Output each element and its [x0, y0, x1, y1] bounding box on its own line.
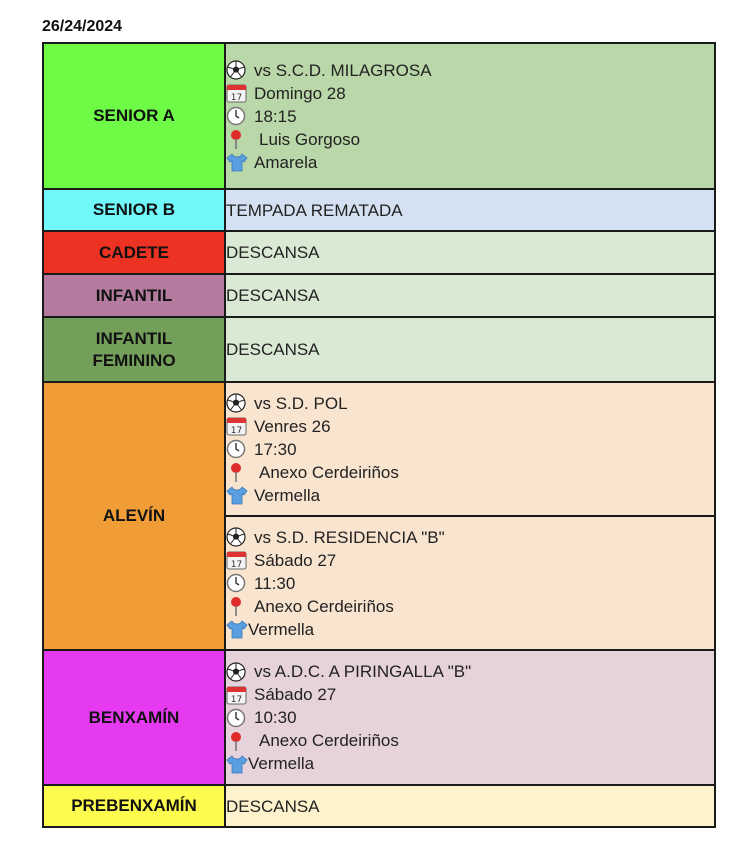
match-time: 10:30	[254, 708, 297, 727]
match-venue: Luis Gorgoso	[259, 129, 361, 149]
team-benxamin	[43, 650, 225, 785]
opponent: vs S.C.D. MILAGROSA	[254, 60, 432, 80]
clock-icon	[226, 106, 248, 126]
team-label-line2: FEMININO	[92, 350, 176, 370]
status-cell	[225, 317, 715, 382]
shirt-icon	[226, 754, 248, 774]
team-senior-a	[43, 43, 225, 189]
svg-text:17: 17	[230, 694, 243, 705]
opponent: vs S.D. RESIDENCIA "B"	[254, 527, 445, 547]
team-alevin	[43, 382, 225, 650]
match-time: 17:30	[254, 439, 297, 459]
match-kit: Vermella	[248, 619, 315, 639]
calendar-icon	[226, 416, 248, 436]
match-time: 11:30	[254, 573, 296, 593]
opponent: vs S.D. POL	[254, 393, 348, 413]
shirt-icon	[226, 485, 248, 505]
status-text: DESCANSA	[226, 796, 320, 816]
team-infantil-feminino	[43, 317, 225, 382]
svg-text:17: 17	[230, 426, 243, 436]
team-infantil	[43, 274, 225, 317]
match-details	[226, 392, 714, 507]
match-day: Sábado 27	[254, 550, 337, 570]
team-label: SENIOR A	[93, 106, 175, 125]
match-kit: Vermella	[254, 485, 321, 505]
match-details	[226, 660, 714, 775]
match-cell	[225, 650, 715, 785]
team-label: CADETE	[99, 242, 169, 262]
calendar-icon	[226, 550, 248, 570]
shirt-icon	[226, 152, 248, 172]
team-label: SENIOR B	[92, 200, 176, 219]
team-cadete	[43, 231, 225, 274]
match-time: 18:15	[254, 106, 297, 126]
soccer-ball-icon	[226, 393, 248, 413]
status-cell	[225, 785, 715, 827]
row-prebenxamin	[43, 785, 715, 827]
status-text: DESCANSA	[226, 243, 320, 262]
calendar-icon	[226, 83, 248, 103]
opponent: vs A.D.C. A PIRINGALLA "B"	[254, 662, 472, 681]
match-venue: Anexo Cerdeiriños	[254, 596, 394, 616]
match-kit: Vermella	[248, 754, 315, 773]
shirt-icon	[226, 619, 248, 639]
status-text: TEMPADA REMATADA	[226, 200, 403, 220]
match-details	[226, 526, 714, 641]
status-text: DESCANSA	[226, 340, 320, 359]
team-label: PREBENXAMÍN	[71, 796, 197, 815]
clock-icon	[226, 708, 248, 728]
status-cell	[225, 189, 715, 231]
clock-icon	[226, 573, 248, 593]
row-senior-b	[43, 189, 715, 231]
clock-icon	[226, 439, 248, 459]
match-cell	[225, 382, 715, 516]
row-infantil-feminino	[43, 317, 715, 382]
pin-icon	[226, 731, 248, 751]
pin-icon	[226, 462, 248, 482]
team-senior-b	[43, 189, 225, 231]
row-infantil	[43, 274, 715, 317]
match-venue: Anexo Cerdeiriños	[259, 731, 399, 750]
team-label: BENXAMÍN	[88, 707, 180, 727]
row-alevin-1	[43, 382, 715, 516]
match-day: Domingo 28	[254, 83, 346, 103]
team-prebenxamin	[43, 785, 225, 827]
match-day: Venres 26	[254, 416, 331, 436]
schedule-table	[42, 42, 716, 828]
svg-text:17: 17	[230, 93, 243, 103]
match-cell	[225, 43, 715, 189]
status-text: DESCANSA	[226, 286, 320, 305]
soccer-ball-icon	[226, 527, 248, 547]
status-cell	[225, 274, 715, 317]
schedule-date: 26/24/2024	[42, 18, 123, 35]
soccer-ball-icon	[226, 662, 248, 682]
soccer-ball-icon	[226, 60, 248, 80]
team-label-line1: INFANTIL	[95, 328, 173, 348]
row-benxamin	[43, 650, 715, 785]
row-cadete	[43, 231, 715, 274]
pin-icon	[226, 596, 248, 616]
team-label: ALEVÍN	[102, 506, 166, 525]
match-venue: Anexo Cerdeiriños	[259, 462, 399, 482]
svg-text:17: 17	[230, 560, 243, 570]
calendar-icon	[226, 685, 248, 705]
match-details	[226, 59, 714, 174]
team-label: INFANTIL	[95, 285, 173, 305]
match-day: Sábado 27	[254, 685, 337, 704]
match-cell	[225, 516, 715, 650]
row-senior-a	[43, 43, 715, 189]
status-cell	[225, 231, 715, 274]
match-kit: Amarela	[254, 152, 318, 172]
pin-icon	[226, 129, 248, 149]
